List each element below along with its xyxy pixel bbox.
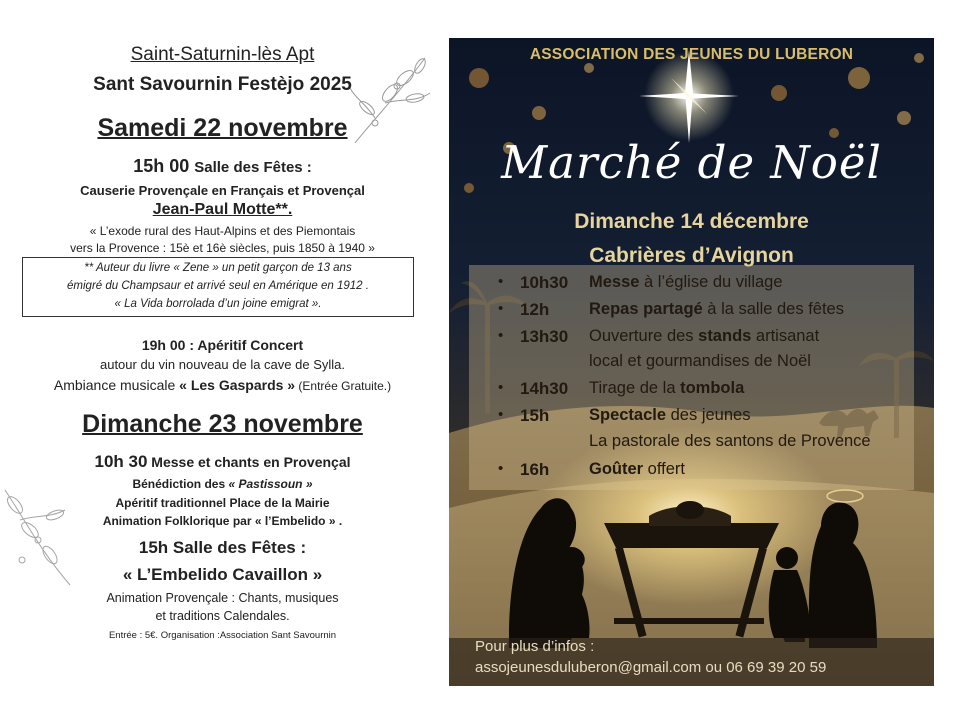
schedule-continuation: La pastorale des santons de Provence	[589, 432, 871, 450]
schedule-highlight: Goûter	[589, 460, 644, 478]
sunday-heading: Dimanche 23 novembre	[82, 410, 363, 438]
schedule-detail: artisanat	[751, 327, 820, 345]
schedule-time: 10h30	[520, 273, 569, 292]
schedule-time: 14h30	[520, 379, 569, 398]
saturday-venue: Salle des Fêtes :	[194, 159, 312, 176]
wine-description: autour du vin nouveau de la cave de Sylla.	[99, 357, 345, 372]
traditional-aperitif: Apéritif traditionnel Place de la Mairie	[115, 496, 330, 510]
bullet-icon: •	[498, 460, 504, 477]
schedule-detail: à l’église du village	[639, 273, 783, 291]
schedule-highlight: Messe	[589, 273, 640, 291]
schedule-continuation: local et gourmandises de Noël	[589, 352, 811, 370]
festival-title: Sant Savournin Festèjo 2025	[93, 74, 352, 95]
left-flyer	[0, 0, 445, 705]
schedule-time: 13h30	[520, 327, 569, 346]
schedule-detail: à la salle des fêtes	[702, 300, 844, 318]
bullet-icon: •	[498, 406, 504, 423]
free-entry-note: (Entrée Gratuite.)	[295, 379, 392, 393]
association-name: ASSOCIATION DES JEUNES DU LUBERON	[529, 46, 854, 63]
blessing-line	[0, 477, 445, 491]
schedule-time: 15h	[520, 406, 550, 425]
schedule-text	[589, 460, 685, 479]
schedule-highlight: tombola	[680, 379, 745, 397]
schedule-time: 16h	[520, 460, 550, 479]
author-note-line-1: ** Auteur du livre « Zene » un petit garçon de 13 ans	[84, 262, 352, 274]
bullet-icon: •	[498, 379, 504, 396]
talk-topic-line-1: « L’exode rural des Haut-Alpins et des Piemontais	[89, 224, 356, 238]
market-date: Dimanche 14 décembre	[574, 210, 809, 233]
schedule-panel	[469, 265, 914, 490]
market-title: Marché de Noël	[501, 136, 882, 189]
schedule-text	[589, 273, 783, 292]
aperitif-concert: 19h 00 : Apéritif Concert	[141, 337, 304, 353]
performer-name: « L’Embelido Cavaillon »	[122, 565, 323, 584]
bullet-icon: •	[498, 273, 504, 290]
market-location: Cabrières d’Avignon	[589, 244, 794, 267]
bullet-icon: •	[498, 327, 504, 344]
schedule-text	[589, 379, 744, 398]
schedule-highlight: Repas partagé	[589, 300, 703, 318]
schedule-highlight: Spectacle	[589, 406, 667, 424]
author-note-line-3: « La Vida borrolada d’un joine emigrat ».	[114, 298, 322, 310]
sunday-venue-line: 15h Salle des Fêtes :	[138, 538, 307, 557]
bullet-icon: •	[498, 300, 504, 317]
sunday-mass-line	[0, 452, 445, 472]
right-flyer	[449, 38, 934, 686]
author-note-box	[22, 257, 414, 317]
schedule-time: 12h	[520, 300, 550, 319]
schedule-text	[589, 300, 844, 319]
talk-topic-line-2: vers la Provence : 15è et 16è siècles, puis 1850 à 1940 »	[70, 241, 375, 255]
schedule-prefix: Ouverture des	[589, 327, 699, 345]
speaker-name: Jean-Paul Motte**.	[152, 201, 293, 218]
saturday-time: 15h 00	[133, 156, 190, 176]
town-name: Saint-Saturnin-lès Apt	[130, 44, 315, 65]
author-note-line-2: émigré du Champsaur et arrivé seul en Amérique en 1912 .	[67, 280, 369, 292]
schedule-text	[589, 327, 819, 346]
provencal-animation: Animation Provençale : Chants, musiques	[106, 591, 339, 605]
contact-info[interactable]: assojeunesduluberon@gmail.com ou 06 69 39 20 59	[475, 659, 827, 676]
blessing-prefix: Bénédiction des	[132, 477, 229, 491]
schedule-detail: offert	[643, 460, 685, 478]
schedule-detail: des jeunes	[666, 406, 751, 424]
blessing-item: « Pastissoun »	[228, 477, 313, 491]
music-ambiance	[0, 377, 445, 393]
saturday-heading: Samedi 22 novembre	[97, 114, 348, 142]
schedule-text	[589, 406, 750, 425]
sunday-time: 10h 30	[94, 452, 148, 471]
mass-description: Messe et chants en Provençal	[147, 454, 351, 470]
folk-animation: Animation Folklorique par « l’Embelido » .	[102, 514, 343, 528]
schedule-prefix: Tirage de la	[589, 379, 681, 397]
info-label: Pour plus d’infos :	[475, 638, 595, 655]
ambiance-prefix: Ambiance musicale	[53, 377, 180, 393]
band-name: « Les Gaspards »	[179, 377, 296, 393]
traditions-line: et traditions Calendales.	[155, 609, 290, 623]
entry-and-organizer: Entrée : 5€. Organisation :Association Sant Savournin	[108, 630, 337, 641]
schedule-highlight: stands	[698, 327, 752, 345]
saturday-afternoon-line	[0, 156, 445, 177]
talk-description: Causerie Provençale en Français et Provençal	[80, 183, 365, 198]
